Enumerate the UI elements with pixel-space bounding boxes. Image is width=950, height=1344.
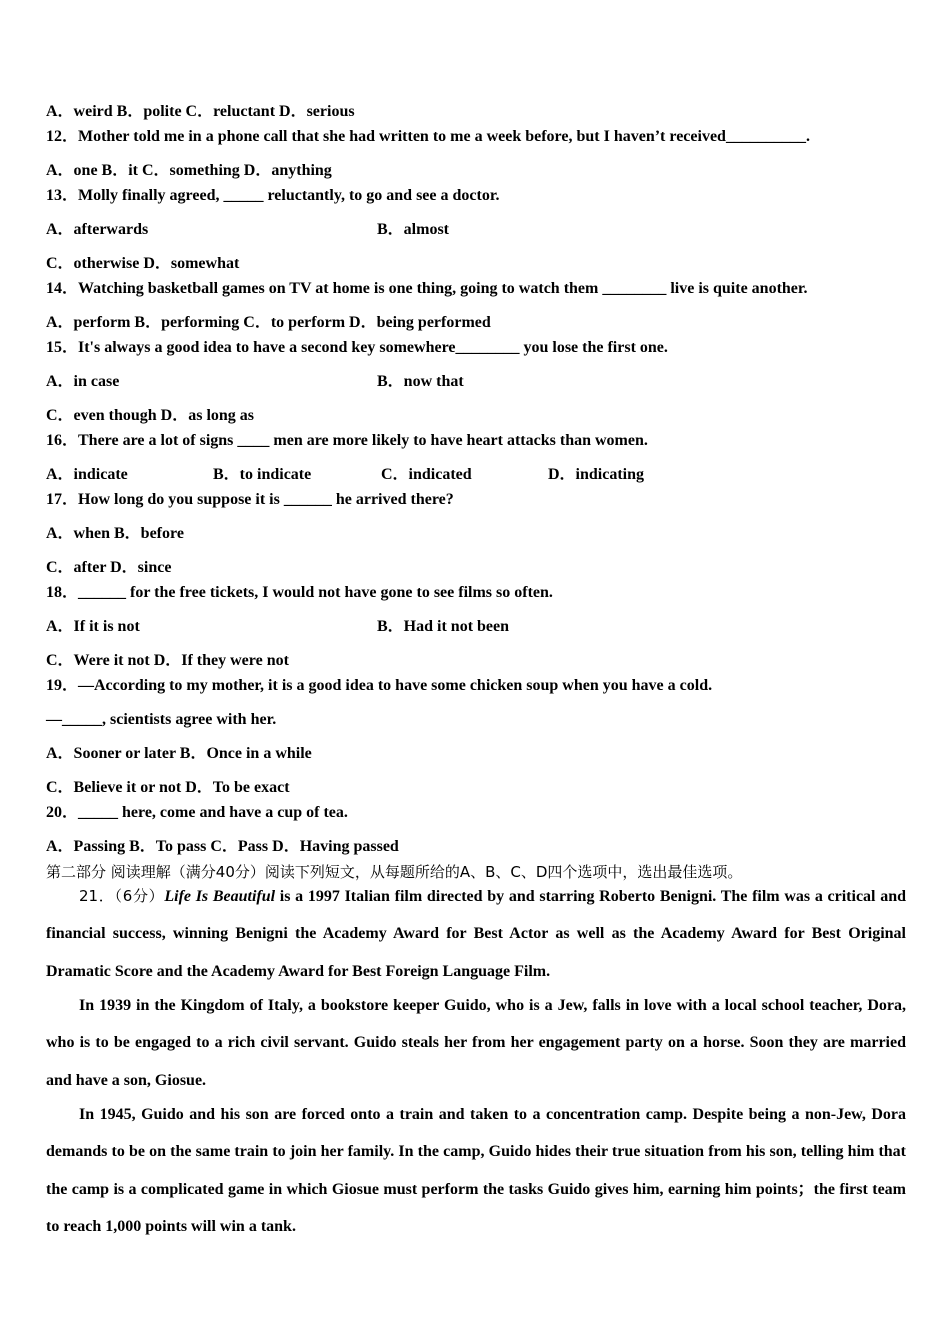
q13-option-a: A．afterwards	[46, 221, 149, 238]
q12-options: A．one B．it C．something D．anything	[46, 162, 332, 179]
q17-options-ab: A．when B．before	[46, 525, 184, 542]
q17-stem: 17．How long do you suppose it is ______ he arrived there?	[46, 491, 454, 508]
q16-option-d: D．indicating	[548, 466, 645, 483]
q20-stem: 20．_____ here, come and have a cup of tea.	[46, 804, 348, 821]
passage-paragraph-2	[46, 987, 906, 1099]
q17-options-cd: C．after D．since	[46, 559, 172, 576]
question-21-label: 21．（6分）	[79, 887, 165, 905]
q16-stem: 16．There are a lot of signs ____ men are more likely to have heart attacks than women.	[46, 432, 648, 449]
q20-options: A．Passing B．To pass C．Pass D．Having passed	[46, 838, 399, 855]
q18-option-b: B．Had it not been	[377, 618, 510, 635]
q15-options-cd: C．even though D．as long as	[46, 407, 255, 424]
passage-paragraph-1	[46, 878, 906, 990]
q19-options-cd: C．Believe it or not D．To be exact	[46, 779, 290, 796]
q13-option-b: B．almost	[377, 221, 450, 238]
section-heading: 第二部分 阅读理解（满分40分）阅读下列短文，从每题所给的A、B、C、D四个选项中，选出最佳选项。	[46, 863, 743, 881]
q13-stem: 13．Molly finally agreed, _____ reluctantly, to go and see a doctor.	[46, 187, 500, 204]
paragraph-3-text: In 1945, Guido and his son are forced onto a train and taken to a concentration camp. Despite being a non-Jew, Dora demands to be on the same train to join her family. In the camp, Guido hides their true situation from his son, telling him that the camp is a complicated game in which Giosue must perform the tasks Guido gives him, earning him points；the first team to reach 1,000 points will win a tank.	[46, 1106, 906, 1235]
passage-paragraph-3	[46, 1096, 906, 1245]
q18-stem: 18．______ for the free tickets, I would not have gone to see films so often.	[46, 584, 553, 601]
q19-options-ab: A．Sooner or later B．Once in a while	[46, 745, 312, 762]
q16-option-c: C．indicated	[381, 466, 472, 483]
q14-stem: 14．Watching basketball games on TV at home is one thing, going to watch them ________ live is quite another.	[46, 280, 808, 297]
q12-stem: 12．Mother told me in a phone call that she had written to me a week before, but I haven’t received__________.	[46, 128, 810, 145]
q11-options: A．weird B．polite C．reluctant D．serious	[46, 103, 355, 120]
q14-options: A．perform B．performing C．to perform D．being performed	[46, 314, 491, 331]
q15-stem: 15．It's always a good idea to have a second key somewhere________ you lose the first one.	[46, 339, 668, 356]
q16-option-a: A．indicate	[46, 466, 128, 483]
q15-option-b: B．now that	[377, 373, 464, 390]
q18-options-cd: C．Were it not D．If they were not	[46, 652, 289, 669]
q16-option-b: B．to indicate	[213, 466, 312, 483]
q19-stem: 19．—According to my mother, it is a good idea to have some chicken soup when you have a cold.	[46, 677, 713, 694]
film-title: Life Is Beautiful	[164, 888, 276, 905]
q18-option-a: A．If it is not	[46, 618, 140, 635]
paragraph-1-text: is a 1997 Italian film directed by and starring Roberto Benigni. The film was a critical and financial success, winning Benigni the Academy Award for Best Actor as well as the Academy Award for Best Original Dramatic Score and the Academy Award for Best Foreign Language Film.	[46, 888, 906, 980]
q19-reply: —_____, scientists agree with her.	[46, 711, 277, 728]
q15-option-a: A．in case	[46, 373, 120, 390]
paragraph-2-text: In 1939 in the Kingdom of Italy, a bookstore keeper Guido, who is a Jew, falls in love with a local school teacher, Dora, who is to be engaged to a rich civil servant. Guido steals her from her engagement party on a horse. Soon they are married and have a son, Giosue.	[46, 997, 906, 1089]
q13-options-cd: C．otherwise D．somewhat	[46, 255, 240, 272]
